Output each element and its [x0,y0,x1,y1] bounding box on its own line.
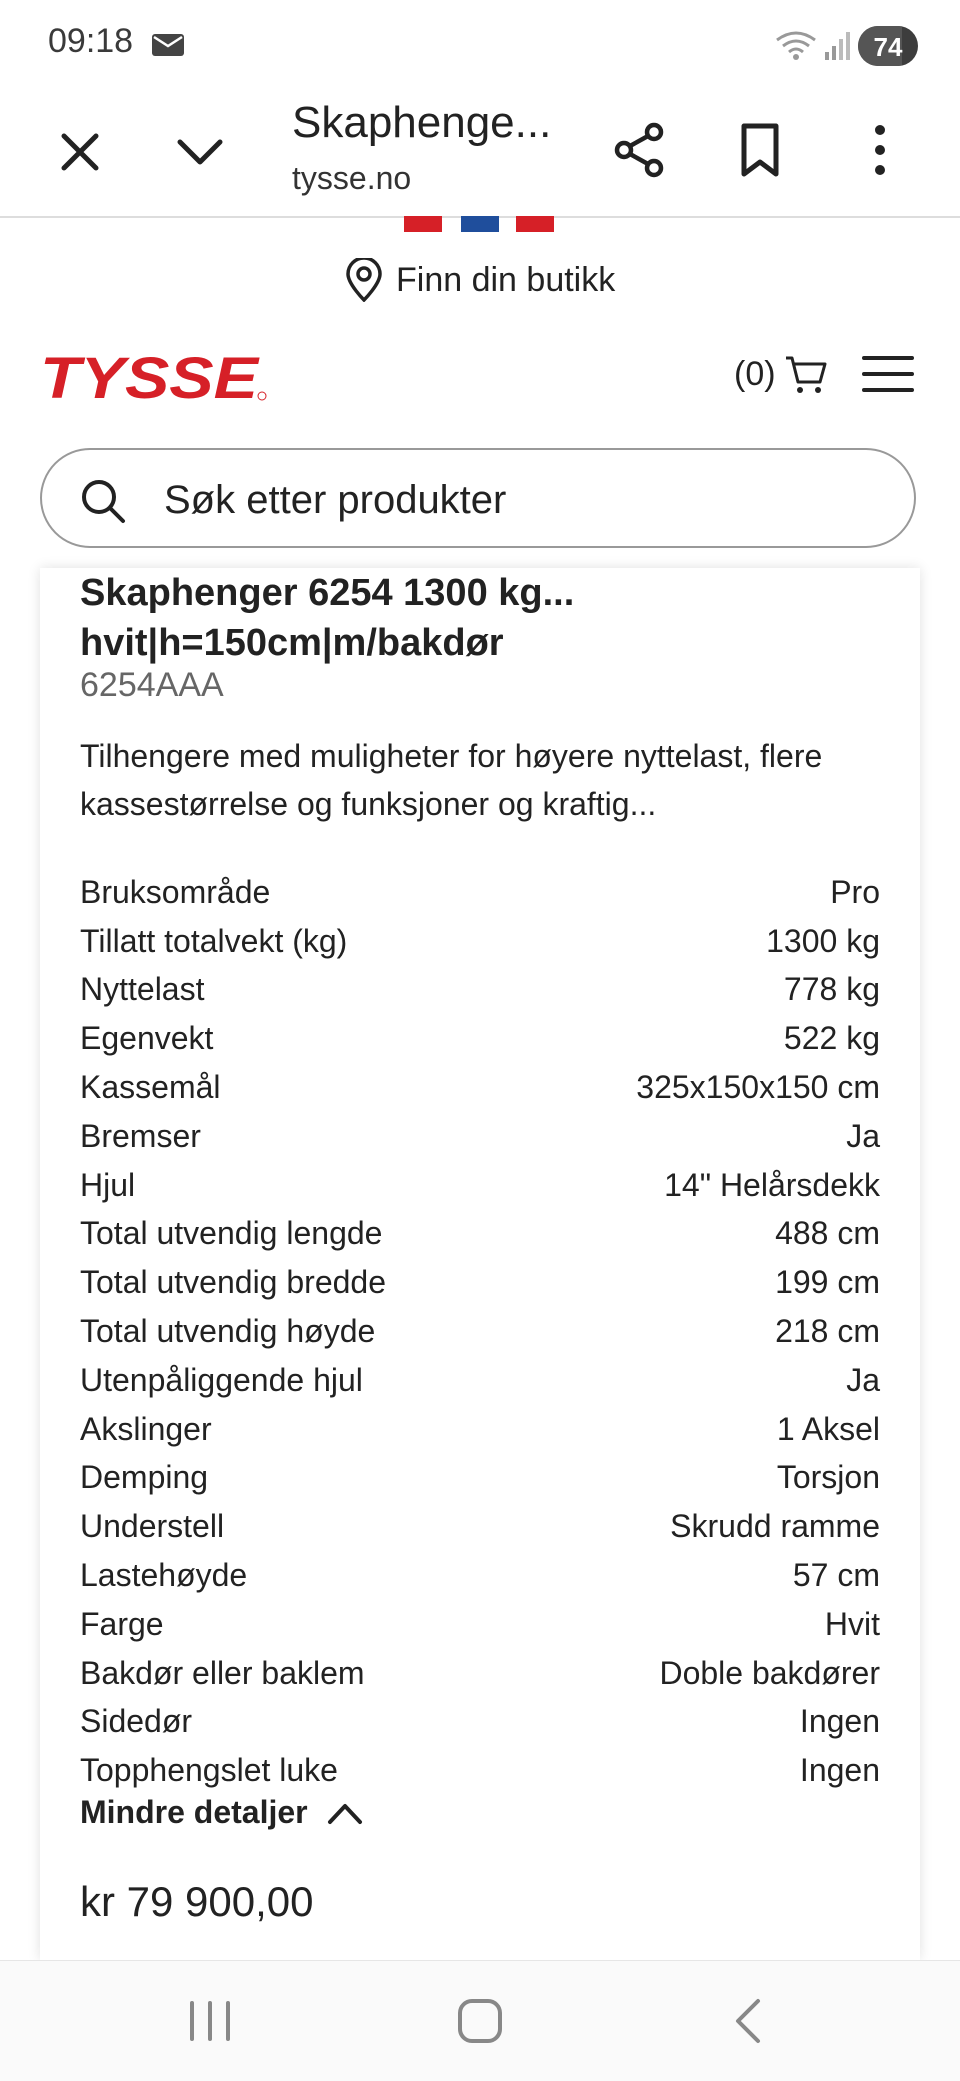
share-icon[interactable] [608,118,672,182]
home-icon[interactable] [448,1989,512,2053]
spec-label: Bruksområde [80,873,271,910]
spec-label: Sidedør [80,1703,193,1740]
spec-row [80,1746,880,1795]
spec-value: 57 cm [792,1557,880,1594]
mail-icon [152,34,184,56]
signal-icon [823,30,853,62]
spec-value: Ingen [799,1752,880,1789]
spec-label: Total utvendig bredde [80,1264,386,1301]
spec-value: 1 Aksel [776,1410,880,1447]
spec-row [80,1063,880,1112]
spec-label: Akslinger [80,1410,212,1447]
product-card [40,568,920,1960]
cart-icon [784,352,828,396]
bookmark-icon[interactable] [728,118,792,182]
hamburger-menu-icon[interactable] [862,352,914,396]
battery-indicator [858,26,918,66]
spec-label: Understell [80,1508,225,1545]
product-sku: 6254AAA [80,666,224,704]
spec-row [80,1112,880,1161]
search-bar[interactable] [40,448,916,548]
close-icon[interactable] [48,120,112,184]
browser-toolbar [0,88,960,218]
flag-stripe-red-left [404,216,442,232]
flag-stripe-red-right [516,216,554,232]
spec-label: Kassemål [80,1069,221,1106]
spec-value: 325x150x150 cm [636,1069,880,1106]
spec-row [80,1649,880,1698]
spec-label: Utenpåliggende hjul [80,1361,363,1398]
logo-text: TYSSE [40,350,261,406]
spec-value: 488 cm [775,1215,880,1252]
page-title[interactable]: Skaphenge... [292,98,552,147]
spec-value: Doble bakdører [659,1654,880,1691]
more-options-icon[interactable] [848,118,912,182]
spec-value: 778 kg [783,971,880,1008]
spec-value: Ingen [799,1703,880,1740]
product-title[interactable]: Skaphenger 6254 1300 kg... hvit|h=150cm|m/bakdør [80,572,575,664]
spec-label: Farge [80,1605,164,1642]
back-icon[interactable] [718,1989,782,2053]
battery-level: 74 [873,32,903,62]
less-details-label: Mindre detaljer [80,1794,308,1830]
spec-label: Tillatt totalvekt (kg) [80,922,348,959]
spec-value: Ja [846,1117,880,1154]
spec-row [80,1454,880,1503]
spec-label: Hjul [80,1166,136,1203]
chevron-up-icon [326,1798,364,1828]
wifi-icon [775,30,817,62]
page-domain[interactable]: tysse.no [292,160,412,196]
product-price: kr 79 900,00 [80,1878,314,1925]
spec-value: Ja [846,1361,880,1398]
find-store-label: Finn din butikk [396,260,616,299]
status-time: 09:18 [48,22,134,60]
spec-row [80,1258,880,1307]
spec-value: 522 kg [783,1020,880,1057]
spec-value: 14" Helårsdekk [664,1166,880,1203]
search-input[interactable] [162,470,886,530]
spec-row [80,1551,880,1600]
cart-button[interactable] [734,352,828,396]
spec-row [80,917,880,966]
spec-row [80,1600,880,1649]
spec-row [80,966,880,1015]
spec-row [80,1356,880,1405]
status-bar [0,0,960,88]
spec-label: Lastehøyde [80,1557,248,1594]
spec-value: Hvit [824,1605,880,1642]
spec-value: 218 cm [775,1313,880,1350]
spec-label: Bremser [80,1117,201,1154]
product-description: Tilhengere med muligheter for høyere nyttelast, flere kassestørrelse og funksjoner og kraftig... [80,738,823,822]
spec-label: Topphengslet luke [80,1752,338,1789]
spec-label: Total utvendig lengde [80,1215,383,1252]
spec-label: Nyttelast [80,971,205,1008]
spec-row [80,1502,880,1551]
flag-stripe-blue [461,216,499,232]
spec-row [80,1014,880,1063]
system-nav-bar [0,1960,960,2081]
find-store-link[interactable] [344,252,615,308]
spec-row [80,1307,880,1356]
tysse-logo[interactable] [38,350,268,406]
less-details-toggle[interactable] [80,1794,364,1831]
spec-row [80,1210,880,1259]
spec-value: Skrudd ramme [670,1508,880,1545]
spec-row [80,1698,880,1747]
recent-apps-icon[interactable] [178,1989,242,2053]
spec-row [80,1405,880,1454]
spec-label: Bakdør eller baklem [80,1654,365,1691]
cart-count: (0) [734,354,776,393]
spec-value: Torsjon [776,1459,880,1496]
search-icon [80,478,126,524]
spec-row [80,868,880,917]
spec-value: 1300 kg [766,922,880,959]
spec-label: Total utvendig høyde [80,1313,376,1350]
spec-label: Demping [80,1459,209,1496]
spec-row [80,1161,880,1210]
spec-value: 199 cm [775,1264,880,1301]
chevron-down-icon[interactable] [168,120,232,184]
spec-value: Pro [830,873,880,910]
spec-list [80,868,880,1795]
spec-label: Egenvekt [80,1020,214,1057]
location-pin-icon [344,258,384,302]
